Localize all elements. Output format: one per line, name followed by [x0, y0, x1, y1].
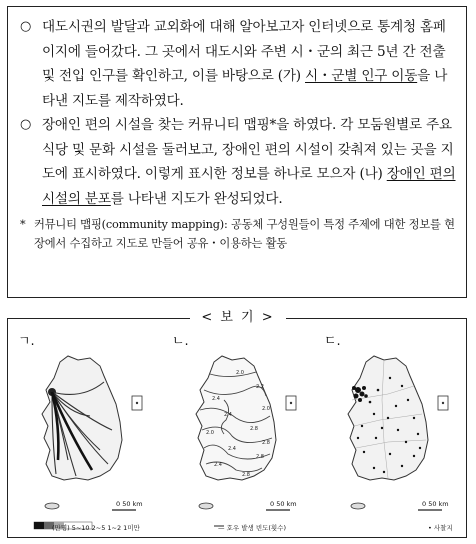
contour-label: 2.0 — [206, 430, 214, 436]
passage-item-1-text: 대도시권의 발달과 교외화에 대해 알아보고자 인터넷으로 통계청 홈페이지에 들어갔다. 그 곳에서 대도시와 주변 시・군의 최근 5년 간 전출 및 전입 인구를 확인하고, 이를 바탕으로 (가) 시・군별 인구 이동을 나타낸 지도를 제작하였다. — [42, 19, 448, 109]
asterisk-mark: * — [20, 218, 26, 231]
map-panel-a — [12, 330, 160, 536]
jeju-island — [351, 503, 365, 509]
panel-label-a: ㄱ. — [18, 334, 35, 349]
contour-label: 2.0 — [236, 370, 244, 376]
contour-label: 2.0 — [262, 406, 270, 412]
contour-label: 2.8 — [242, 472, 250, 478]
passage-item-1 — [20, 15, 456, 113]
underlined-term-ga: 시・군별 인구 이동 — [305, 68, 418, 84]
circle-bullet-icon: ○ — [20, 117, 32, 132]
contour-label: 2.4 — [228, 446, 236, 452]
panel-label-c: ㄷ. — [324, 334, 341, 349]
korea-outline — [42, 356, 122, 480]
map-panel-b — [166, 330, 314, 536]
scale-label-a: 0 50 km — [116, 500, 143, 508]
circle-bullet-icon: ○ — [20, 19, 32, 34]
passage-item-2-text: 장애인 편의 시설을 찾는 커뮤니티 맵핑*을 하였다. 각 모둠원별로 주요 식당 및 문화 시설을 둘러보고, 장애인 편의 시설이 갖춰져 있는 곳을 지도에 표시하였다. 이렇게 표시한 정보를 하나로 모으자 (나) 장애인 편의 시설의 분포를 나타낸 지도가 완성되었다. — [42, 117, 456, 207]
legend-label-c: • 사찰지 — [428, 524, 453, 532]
contour-label: 2.4 — [224, 412, 232, 418]
bogi-title: < 보 기 > — [190, 309, 286, 327]
contour-label: 2.4 — [212, 396, 220, 402]
scale-label-b: 0 50 km — [270, 500, 297, 508]
underlined-term-na: 장애인 편의 시설의 분포 — [42, 166, 456, 207]
contour-label: 2.8 — [250, 426, 258, 432]
legend-label-b: — 호우 발생 빈도(횟수) — [218, 524, 287, 532]
panel-label-b: ㄴ. — [172, 334, 189, 349]
footnote-text: 커뮤니티 맵핑(community mapping): 공동체 구성원들이 특정 주제에 대한 정보를 현장에서 수집하고 지도로 만들어 공유・이용하는 활동 — [34, 218, 455, 250]
legend-label-a: (만명) 5~10 2~5 1~2 1미만 — [52, 524, 140, 532]
jeju-island — [199, 503, 213, 509]
jeju-island — [45, 503, 59, 509]
contour-label: 2.8 — [262, 440, 270, 446]
contour-label: 2.4 — [214, 462, 222, 468]
passage-box — [7, 6, 467, 298]
contour-label: 2.8 — [256, 454, 264, 460]
map-panel-c — [318, 330, 466, 536]
contour-label: 2.2 — [256, 384, 264, 390]
footnote — [20, 215, 456, 253]
scale-label-c: 0 50 km — [422, 500, 449, 508]
passage-item-2 — [20, 113, 456, 211]
